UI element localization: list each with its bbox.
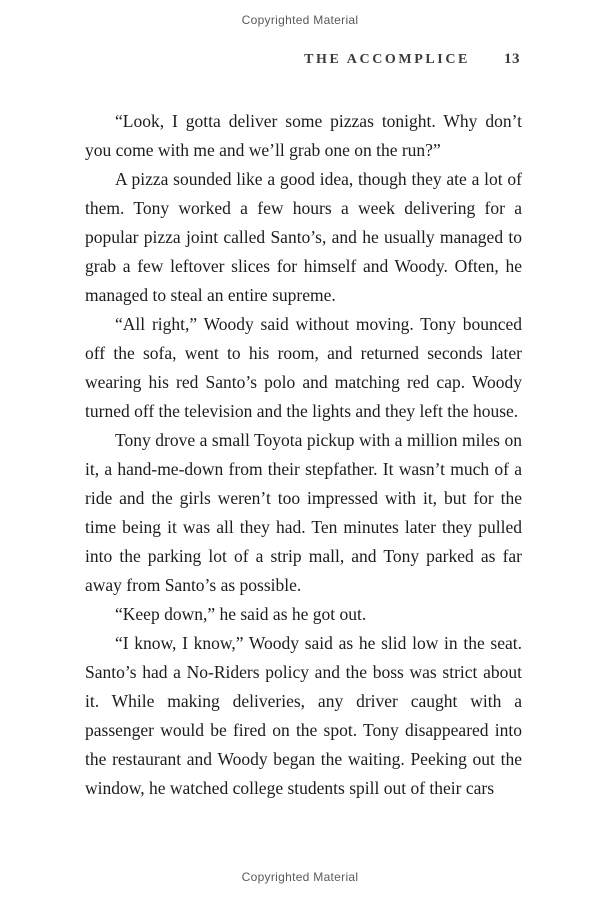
- paragraph: “All right,” Woody said without moving. Tony bounced off the sofa, went to his room, and returned seconds later wearing his red Santo’s polo and matching red cap. Woody turned off the television and the lights and they left the house.: [85, 314, 522, 421]
- paragraph: Tony drove a small Toyota pickup with a million miles on it, a hand-me-down from their stepfather. It wasn’t much of a ride and the girls weren’t too impressed with it, but for the time being it was all they had. Ten minutes later they pulled into the parking lot of a strip mall, and Tony parked as far away from Santo’s as possible.: [85, 430, 522, 595]
- copyright-notice-bottom: Copyrighted Material: [241, 870, 359, 884]
- paragraph: “Keep down,” he said as he got out.: [115, 604, 367, 624]
- copyright-notice-top: Copyrighted Material: [241, 13, 359, 27]
- running-head: [85, 51, 520, 68]
- book-title-header: THE ACCOMPLICE: [304, 52, 470, 67]
- body-text: [85, 107, 522, 803]
- paragraph: “I know, I know,” Woody said as he slid low in the seat. Santo’s had a No-Riders policy and the boss was strict about it. While making deliveries, any driver caught with a passenger would be fired on the spot. Tony disappeared into the restaurant and Woody began the waiting. Peeking out the window, he watched college students spill out of their cars: [85, 633, 522, 798]
- page-number: 13: [504, 51, 520, 67]
- paragraph: A pizza sounded like a good idea, though they ate a lot of them. Tony worked a few hours a week delivering for a popular pizza joint called Santo’s, and he usually managed to grab a few leftover slices for himself and Woody. Often, he managed to steal an entire supreme.: [85, 169, 522, 305]
- paragraph: “Look, I gotta deliver some pizzas tonight. Why don’t you come with me and we’ll grab one on the run?”: [85, 111, 522, 160]
